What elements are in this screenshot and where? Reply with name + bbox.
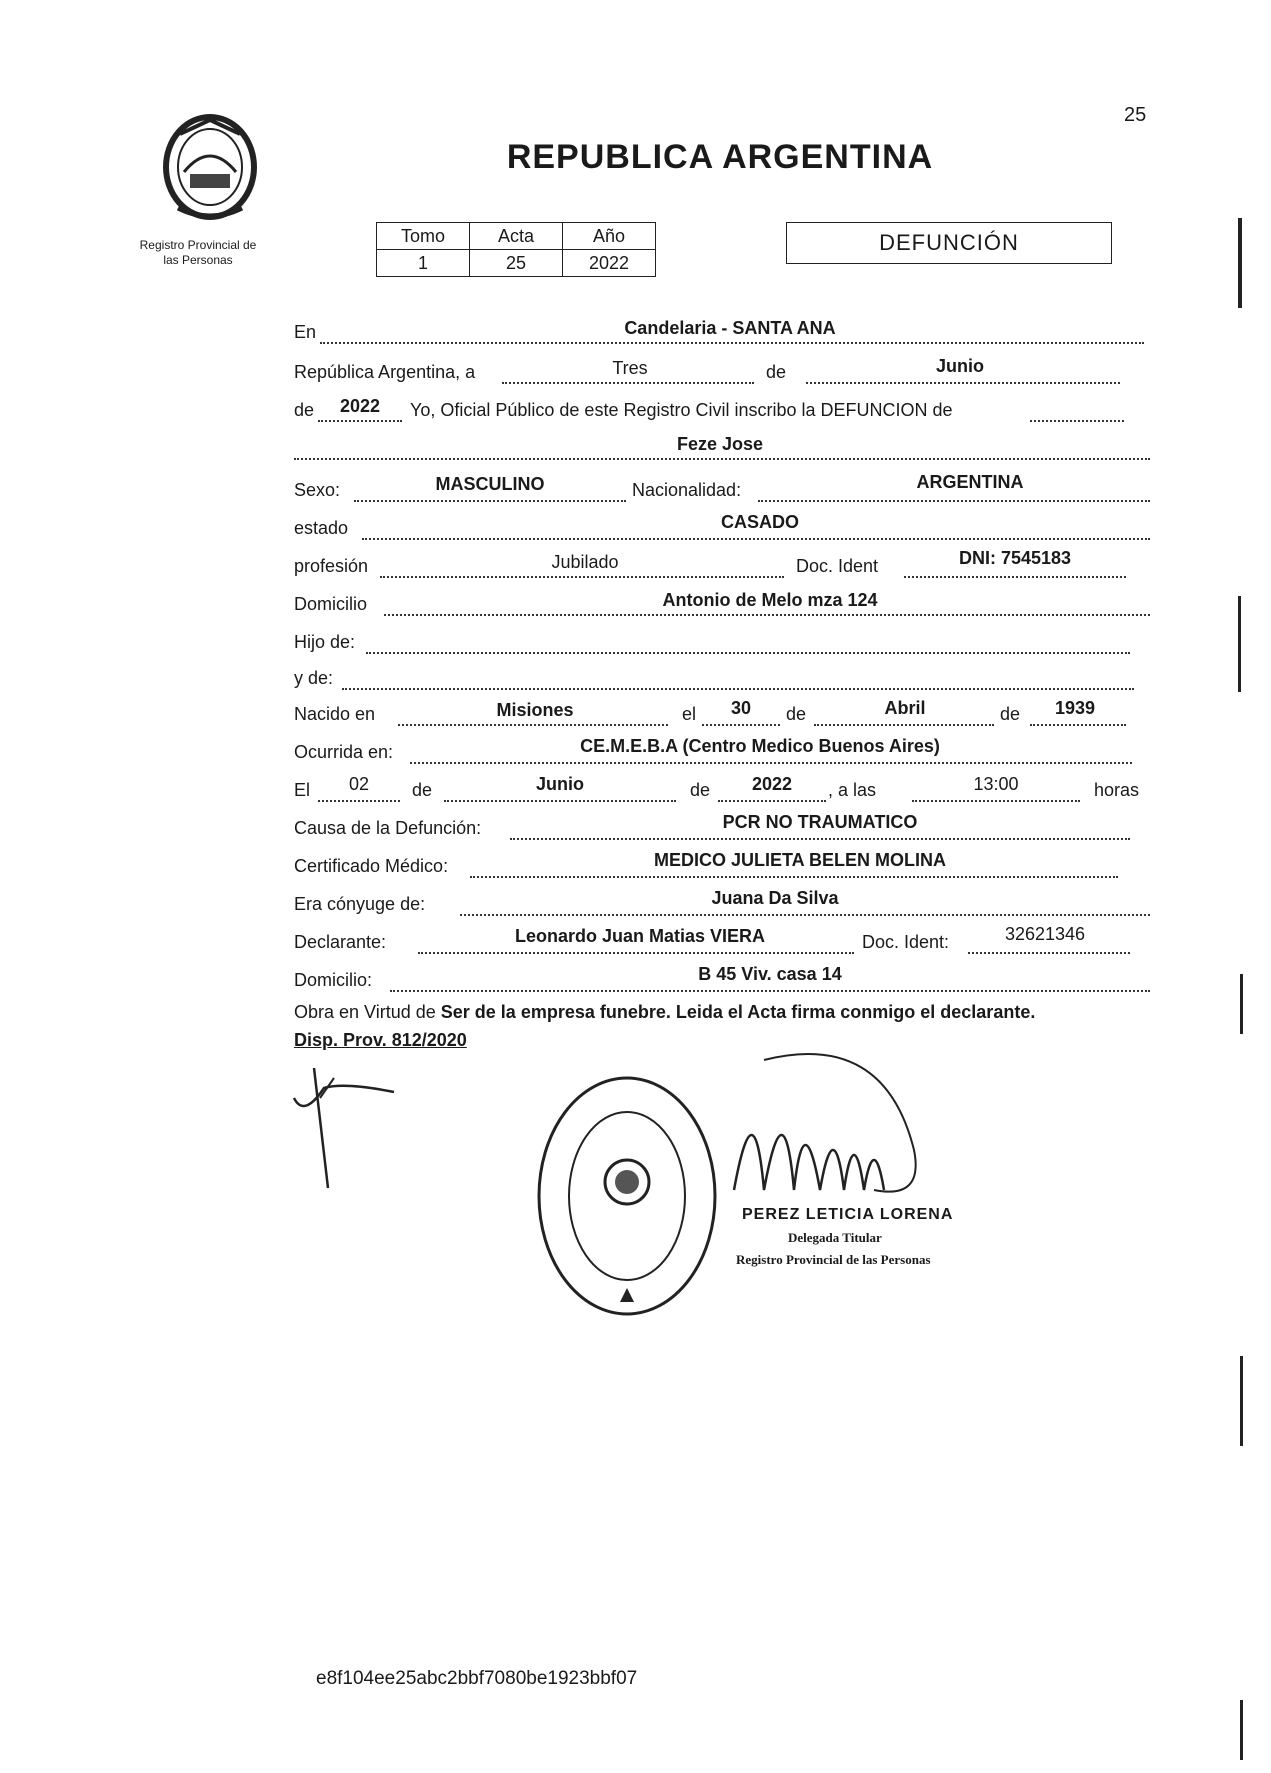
dotted-line bbox=[470, 876, 1118, 878]
death-day: 02 bbox=[348, 774, 370, 794]
dotted-line bbox=[814, 724, 994, 726]
misiones-emblem-icon bbox=[150, 112, 270, 222]
estado-label: estado bbox=[294, 518, 349, 538]
domicilio-value: Antonio de Melo mza 124 bbox=[662, 590, 878, 610]
dotted-line bbox=[758, 500, 1150, 502]
dotted-line bbox=[968, 952, 1130, 954]
de5-label: de bbox=[412, 780, 433, 800]
nacionalidad-value: ARGENTINA bbox=[916, 472, 1024, 492]
birth-day: 30 bbox=[730, 698, 752, 718]
domicilio2-value: B 45 Viv. casa 14 bbox=[698, 964, 842, 984]
nacido-label: Nacido en bbox=[294, 704, 376, 724]
dotted-line bbox=[806, 382, 1120, 384]
dotted-line bbox=[366, 652, 1130, 654]
registry-header-ano: Año bbox=[563, 223, 656, 250]
dotted-line bbox=[502, 382, 754, 384]
domicilio2-label: Domicilio: bbox=[294, 970, 373, 990]
conyuge-label: Era cónyuge de: bbox=[294, 894, 426, 914]
dotted-line bbox=[354, 500, 626, 502]
dotted-line bbox=[1030, 724, 1126, 726]
birthplace-value: Misiones bbox=[496, 700, 574, 720]
certificado-value: MEDICO JULIETA BELEN MOLINA bbox=[654, 850, 946, 870]
conyuge-value: Juana Da Silva bbox=[711, 888, 839, 908]
scan-mark bbox=[1238, 218, 1242, 308]
obra-text: Obra en Virtud de Ser de la empresa funebre. Leida el Acta firma conmigo el declarante. bbox=[294, 1002, 1036, 1022]
registry-seal-icon bbox=[534, 1072, 720, 1320]
scan-mark bbox=[1240, 1700, 1243, 1760]
de3-label: de bbox=[786, 704, 807, 724]
nacionalidad-label: Nacionalidad: bbox=[632, 480, 742, 500]
death-time: 13:00 bbox=[973, 774, 1019, 794]
el-label: el bbox=[682, 704, 697, 724]
dotted-line bbox=[318, 420, 402, 422]
registry-value-acta: 25 bbox=[470, 250, 563, 277]
birth-year: 1939 bbox=[1054, 698, 1096, 718]
record-type: DEFUNCIÓN bbox=[786, 222, 1112, 264]
a-las-label: , a las bbox=[828, 780, 877, 800]
declarante-value: Leonardo Juan Matias VIERA bbox=[514, 926, 766, 946]
officer-registry: Registro Provincial de las Personas bbox=[736, 1252, 931, 1267]
registry-value-ano: 2022 bbox=[563, 250, 656, 277]
registry-header-tomo: Tomo bbox=[377, 223, 470, 250]
page-title: REPUBLICA ARGENTINA bbox=[506, 138, 934, 176]
ocurrida-label: Ocurrida en: bbox=[294, 742, 394, 762]
dotted-line bbox=[444, 800, 676, 802]
doc-ident-value: DNI: 7545183 bbox=[958, 548, 1072, 568]
republica-label: República Argentina, a bbox=[294, 362, 476, 382]
y-de-label: y de: bbox=[294, 668, 334, 688]
ocurrida-value: CE.M.E.B.A (Centro Medico Buenos Aires) bbox=[580, 736, 940, 756]
scan-mark bbox=[1240, 974, 1243, 1034]
sexo-value: MASCULINO bbox=[435, 474, 545, 494]
dotted-line bbox=[410, 762, 1132, 764]
disposition-ref: Disp. Prov. 812/2020 bbox=[294, 1030, 467, 1050]
doc-ident2-value: 32621346 bbox=[1004, 924, 1086, 944]
de4-label: de bbox=[1000, 704, 1021, 724]
el2-label: El bbox=[294, 780, 311, 800]
dotted-line bbox=[320, 342, 1144, 344]
dotted-line bbox=[390, 990, 1150, 992]
de6-label: de bbox=[690, 780, 711, 800]
profesion-label: profesión bbox=[294, 556, 369, 576]
certificado-label: Certificado Médico: bbox=[294, 856, 449, 876]
dotted-line bbox=[718, 800, 826, 802]
profesion-value: Jubilado bbox=[551, 552, 619, 572]
document-hash: e8f104ee25abc2bbf7080be1923bbf07 bbox=[316, 1668, 638, 1689]
sexo-label: Sexo: bbox=[294, 480, 341, 500]
doc-ident2-label: Doc. Ident: bbox=[862, 932, 950, 952]
officer-name: PEREZ LETICIA LORENA bbox=[742, 1206, 954, 1223]
dotted-line bbox=[342, 688, 1134, 690]
place-value: Candelaria - SANTA ANA bbox=[624, 318, 836, 338]
officer-role: Delegada Titular bbox=[788, 1230, 882, 1245]
scan-mark bbox=[1240, 1356, 1243, 1446]
en-label: En bbox=[294, 322, 317, 342]
dotted-line bbox=[904, 576, 1126, 578]
death-year: 2022 bbox=[751, 774, 793, 794]
yo-text: Yo, Oficial Público de este Registro Civil inscribo la DEFUNCION de bbox=[410, 400, 953, 420]
dotted-line bbox=[1030, 420, 1124, 422]
logo-caption: Registro Provincial de las Personas bbox=[139, 238, 257, 267]
de2-label: de bbox=[294, 400, 315, 420]
day-value: Tres bbox=[612, 358, 648, 378]
year-value: 2022 bbox=[339, 396, 381, 416]
dotted-line bbox=[384, 614, 1150, 616]
registry-value-tomo: 1 bbox=[377, 250, 470, 277]
deceased-name: Feze Jose bbox=[676, 434, 764, 454]
page-number: 25 bbox=[1124, 104, 1147, 126]
dotted-line bbox=[418, 952, 854, 954]
horas-label: horas bbox=[1094, 780, 1140, 800]
dotted-line bbox=[702, 724, 780, 726]
dotted-line bbox=[294, 458, 1150, 460]
dotted-line bbox=[398, 724, 668, 726]
scan-mark bbox=[1238, 596, 1241, 692]
dotted-line bbox=[510, 838, 1130, 840]
estado-value: CASADO bbox=[720, 512, 799, 532]
de-label: de bbox=[766, 362, 787, 382]
declarant-signature-icon bbox=[284, 1058, 414, 1198]
dotted-line bbox=[460, 914, 1150, 916]
registry-header-acta: Acta bbox=[470, 223, 563, 250]
dotted-line bbox=[380, 576, 784, 578]
birth-month: Abril bbox=[884, 698, 926, 718]
registry-table bbox=[376, 222, 656, 277]
dotted-line bbox=[362, 538, 1150, 540]
dotted-line bbox=[318, 800, 400, 802]
doc-ident-label: Doc. Ident bbox=[796, 556, 879, 576]
domicilio-label: Domicilio bbox=[294, 594, 368, 614]
declarante-label: Declarante: bbox=[294, 932, 387, 952]
causa-value: PCR NO TRAUMATICO bbox=[722, 812, 918, 832]
month-value: Junio bbox=[936, 356, 984, 376]
hijo-label: Hijo de: bbox=[294, 632, 356, 652]
causa-label: Causa de la Defunción: bbox=[294, 818, 482, 838]
death-month: Junio bbox=[536, 774, 584, 794]
dotted-line bbox=[912, 800, 1080, 802]
